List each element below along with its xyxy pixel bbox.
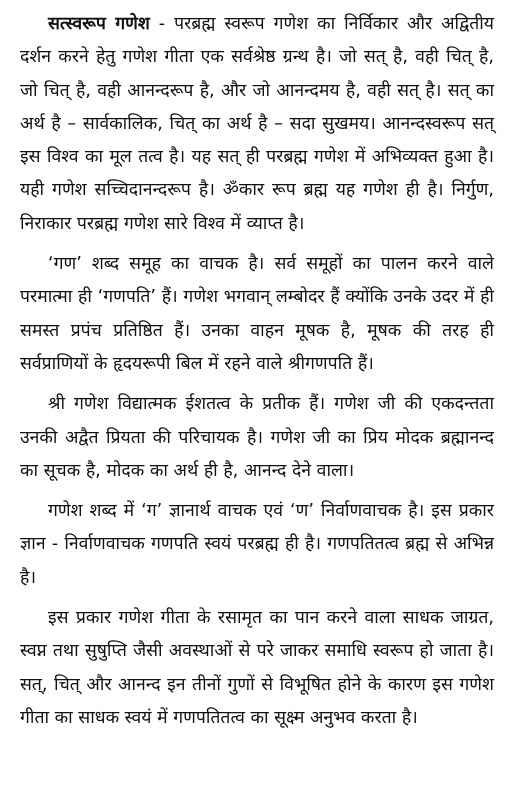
paragraph-heading-term: सत्स्वरूप गणेश xyxy=(48,14,150,34)
paragraph-gana xyxy=(20,248,494,381)
paragraph-ganesh-word xyxy=(20,495,494,595)
paragraph-shri-ganesh xyxy=(20,388,494,488)
paragraph-text: श्री गणेश विद्यात्मक ईशतत्व के प्रतीक हैं। गणेश जी की एकदन्तता उनकी अद्वैत प्रियता की परिचायक है। गणेश जी का प्रिय मोदक ब्रह्मानन्द का सूचक है, मोदक का अर्थ ही है, आनन्द देने वाला। xyxy=(20,394,494,481)
paragraph-intro xyxy=(20,8,494,241)
paragraph-conclusion xyxy=(20,602,494,735)
paragraph-text: - परब्रह्म स्वरूप गणेश का निर्विकार और अद्वितीय दर्शन करने हेतु गणेश गीता एक सर्वश्रेष्ठ ग्रन्थ है। जो सत् है, वही चित् है, जो चित् है, वही आनन्दरूप है, और जो आनन्दमय है, वही सत् है। सत् का अर्थ है – सार्वकालिक, चित् का अर्थ है – सदा सुखमय। आनन्दस्वरूप सत् इस विश्व का मूल तत्व है। यह सत् ही परब्रह्म गणेश में अभिव्यक्त हुआ है। यही गणेश सच्चिदानन्दरूप है। ॐकार रूप ब्रह्म यह गणेश ही है। निर्गुण, निराकार परब्रह्म गणेश सारे विश्व में व्याप्त है। xyxy=(20,14,495,234)
paragraph-text: गणेश शब्द में ‘ग’ ज्ञानार्थ वाचक एवं ‘ण’ निर्वाणवाचक है। इस प्रकार ज्ञान - निर्वाणवाचक गणपति स्वयं परब्रह्म ही है। गणपतितत्व ब्रह्म से अभिन्न है। xyxy=(20,501,494,588)
paragraph-text: ‘गण’ शब्द समूह का वाचक है। सर्व समूहों का पालन करने वाले परमात्मा ही ‘गणपति’ हैं। गणेश भगवान् लम्बोदर हैं क्योंकि उनके उदर में ही समस्त प्रपंच प्रतिष्ठित हैं। उनका वाहन मूषक है, मूषक की तरह ही सर्वप्राणियों के हृदयरूपी बिल में रहने वाले श्रीगणपति हैं। xyxy=(20,254,494,374)
paragraph-text: इस प्रकार गणेश गीता के रसामृत का पान करने वाला साधक जाग्रत, स्वप्न तथा सुषुप्ति जैसी अवस्थाओं से परे जाकर समाधि स्वरूप हो जाता है। सत्, चित् और आनन्द इन तीनों गुणों से विभूषित होने के कारण इस गणेश गीता का साधक स्वयं में गणपतितत्व का सूक्ष्म अनुभव करता है। xyxy=(20,608,494,728)
